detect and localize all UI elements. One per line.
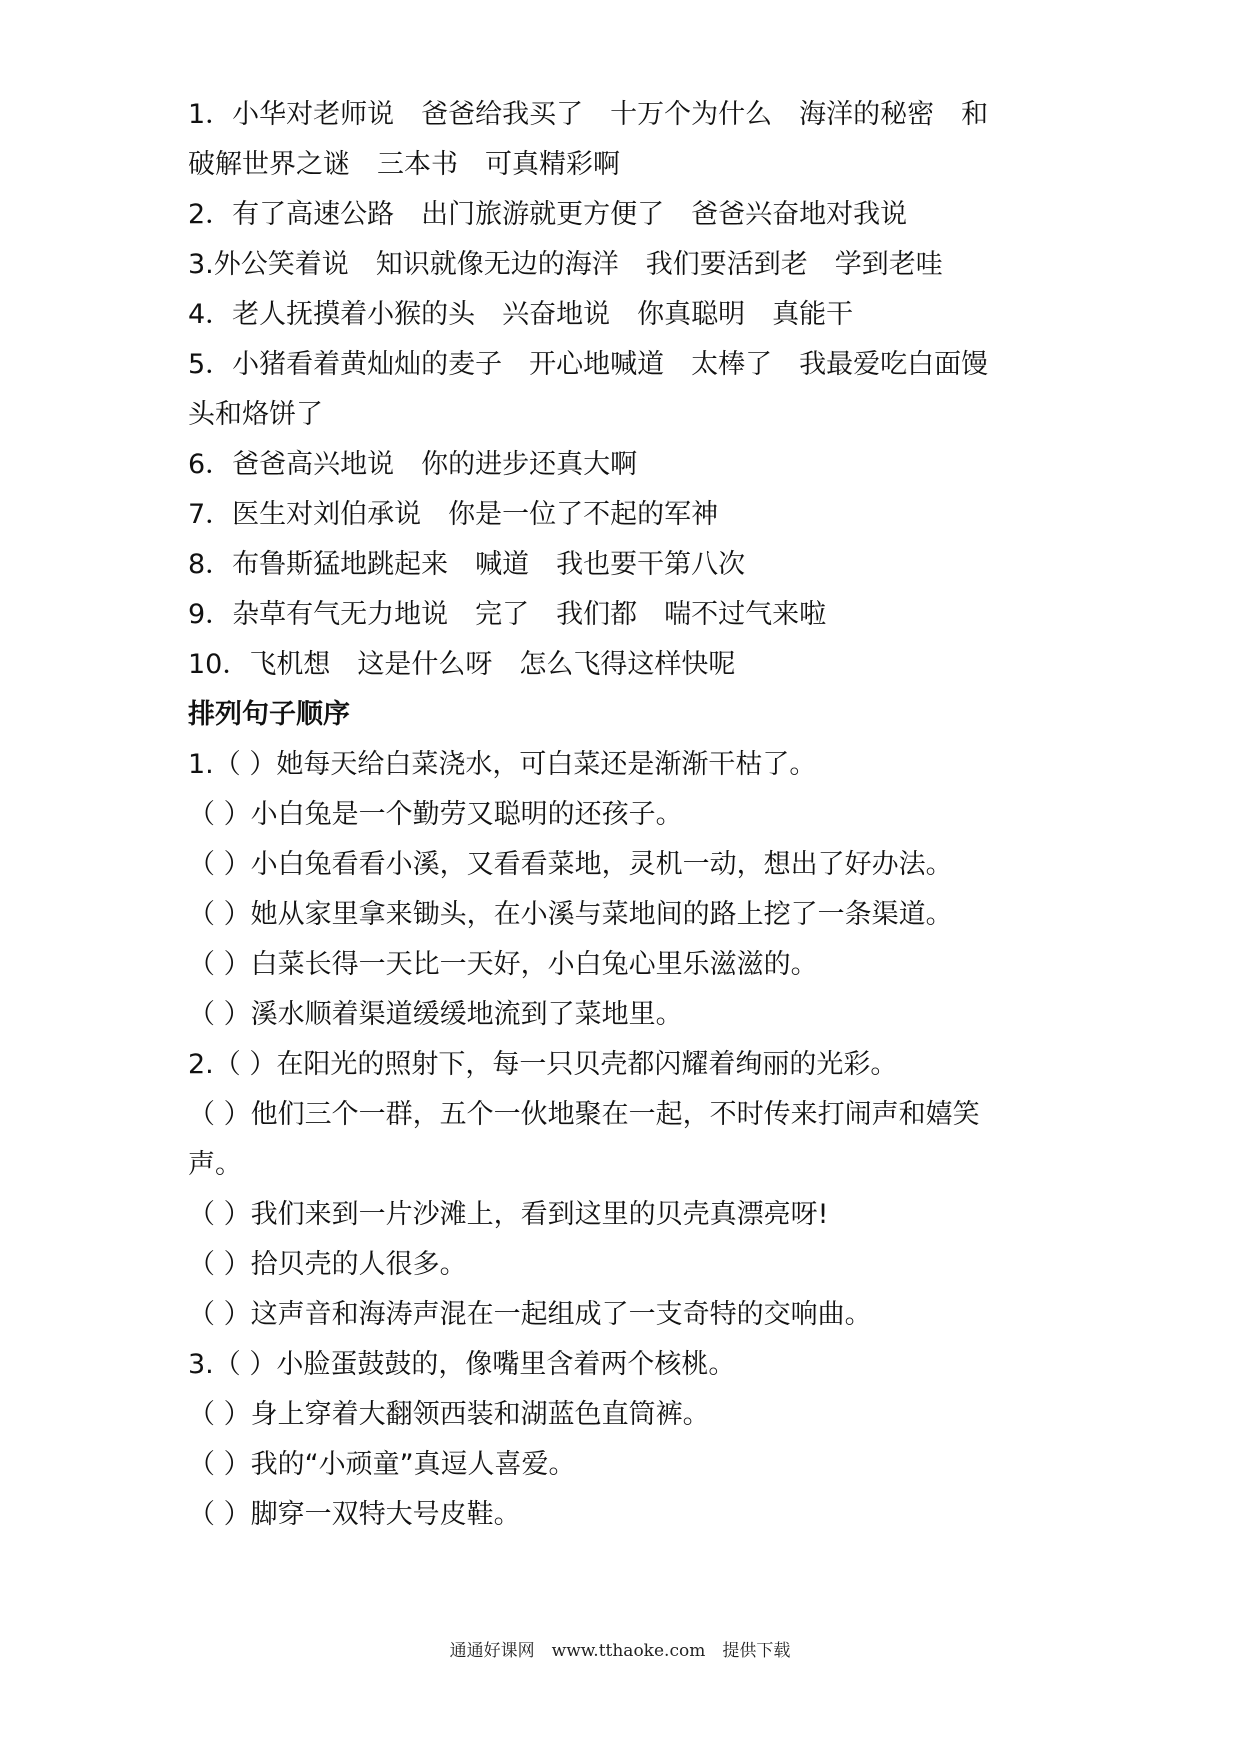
exercise-line: 6．爸爸高兴地说 你的进步还真大啊 xyxy=(188,449,638,480)
ordering-line: （ ）小白兔看看小溪，又看看菜地，灵机一动，想出了好办法。 xyxy=(188,849,953,880)
exercise-line: 3.外公笑着说 知识就像无边的海洋 我们要活到老 学到老哇 xyxy=(188,249,943,280)
exercise-line: 4．老人抚摸着小猴的头 兴奋地说 你真聪明 真能干 xyxy=(188,299,854,330)
ordering-line: （ ）脚穿一双特大号皮鞋。 xyxy=(188,1499,521,1530)
ordering-line: （ ）小白兔是一个勤劳又聪明的还孩子。 xyxy=(188,799,683,830)
punctuation-exercise-list xyxy=(188,90,1068,690)
ordering-line: （ ）他们三个一群，五个一伙地聚在一起，不时传来打闹声和嬉笑 xyxy=(188,1099,980,1130)
exercise-line: 1．小华对老师说 爸爸给我买了 十万个为什么 海洋的秘密 和 xyxy=(188,99,989,130)
ordering-exercise-list xyxy=(188,740,1068,1540)
ordering-line: （ ）拾贝壳的人很多。 xyxy=(188,1249,467,1280)
exercise-line: 头和烙饼了 xyxy=(188,399,323,430)
exercise-line: 2．有了高速公路 出门旅游就更方便了 爸爸兴奋地对我说 xyxy=(188,199,908,230)
ordering-line: （ ）白菜长得一天比一天好，小白兔心里乐滋滋的。 xyxy=(188,949,818,980)
exercise-line: 7．医生对刘伯承说 你是一位了不起的军神 xyxy=(188,499,719,530)
exercise-line: 10．飞机想 这是什么呀 怎么飞得这样快呢 xyxy=(188,649,736,680)
page-footer: 通通好课网 www.tthaoke.com 提供下载 xyxy=(449,1641,791,1661)
ordering-line: 1.（ ）她每天给白菜浇水，可白菜还是渐渐干枯了。 xyxy=(188,749,817,780)
exercise-line: 破解世界之谜 三本书 可真精彩啊 xyxy=(188,149,620,180)
exercise-line: 8．布鲁斯猛地跳起来 喊道 我也要干第八次 xyxy=(188,549,746,580)
ordering-line: （ ）这声音和海涛声混在一起组成了一支奇特的交响曲。 xyxy=(188,1299,872,1330)
exercise-line: 5．小猪看着黄灿灿的麦子 开心地喊道 太棒了 我最爱吃白面馒 xyxy=(188,349,989,380)
ordering-line: 2.（ ）在阳光的照射下，每一只贝壳都闪耀着绚丽的光彩。 xyxy=(188,1049,898,1080)
ordering-line: （ ）我的“小顽童”真逗人喜爱。 xyxy=(188,1449,576,1480)
section-heading-sentence-ordering: 排列句子顺序 xyxy=(188,699,350,730)
ordering-line: （ ）身上穿着大翻领西装和湖蓝色直筒裤。 xyxy=(188,1399,710,1430)
exercise-line: 9．杂草有气无力地说 完了 我们都 喘不过气来啦 xyxy=(188,599,827,630)
ordering-line: （ ）她从家里拿来锄头，在小溪与菜地间的路上挖了一条渠道。 xyxy=(188,899,953,930)
ordering-line: （ ）我们来到一片沙滩上，看到这里的贝壳真漂亮呀! xyxy=(188,1199,829,1230)
worksheet-content xyxy=(188,90,1068,1540)
ordering-line: （ ）溪水顺着渠道缓缓地流到了菜地里。 xyxy=(188,999,683,1030)
ordering-line: 声。 xyxy=(188,1149,242,1180)
ordering-line: 3.（ ）小脸蛋鼓鼓的，像嘴里含着两个核桃。 xyxy=(188,1349,736,1380)
